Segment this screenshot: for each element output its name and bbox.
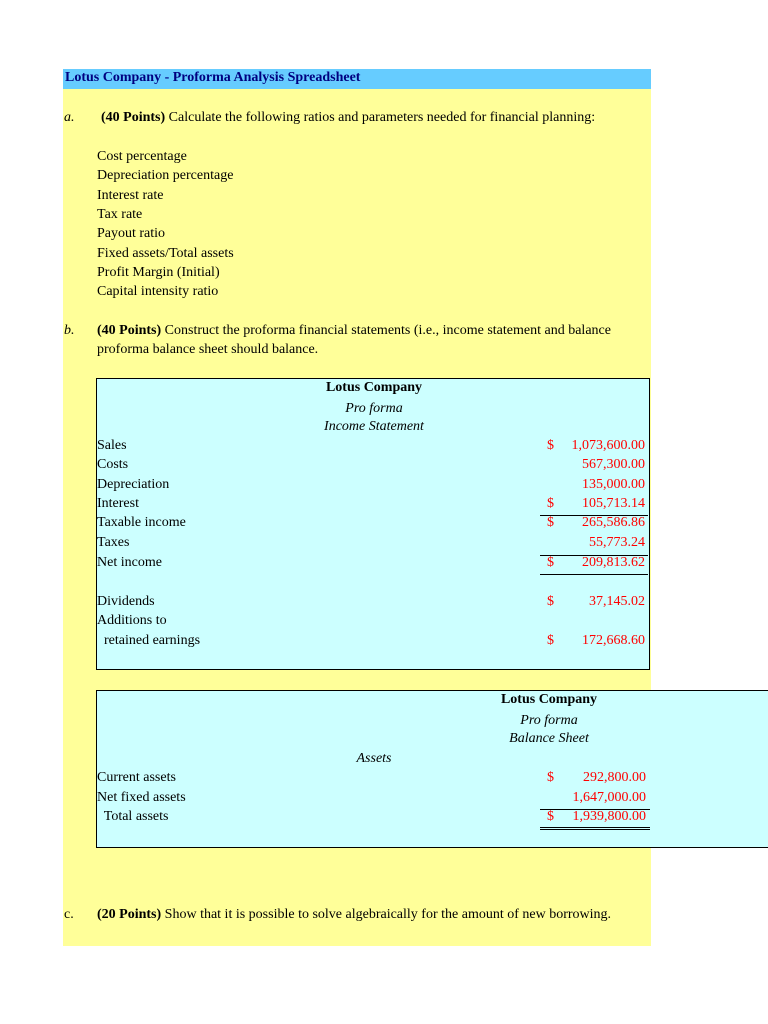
- income-row-label: Dividends: [97, 594, 155, 609]
- ratio-item: Fixed assets/Total assets: [97, 246, 234, 261]
- part-b-question: [97, 323, 651, 339]
- part-a-points: (40 Points): [101, 110, 166, 125]
- part-b-text: Construct the proforma financial statements (i.e., income statement and balance: [161, 323, 611, 338]
- income-row-dollar: $: [547, 515, 554, 530]
- income-row-value: 265,586.86: [582, 515, 645, 530]
- ratio-item: Capital intensity ratio: [97, 284, 219, 299]
- ratio-item: Tax rate: [97, 207, 143, 222]
- part-a-question: [101, 110, 595, 126]
- balance-row-label: Current assets: [97, 770, 176, 785]
- income-statement: [96, 378, 650, 670]
- balance-row-value: 1,647,000.00: [572, 790, 646, 805]
- income-row-label: Depreciation: [97, 477, 170, 492]
- income-row-label: Taxes: [97, 535, 130, 550]
- balance-row-dollar: $: [547, 809, 554, 824]
- income-row-label: Interest: [97, 496, 139, 511]
- assets-header: Assets: [356, 751, 392, 766]
- income-subtitle-proforma: Pro forma: [345, 401, 403, 416]
- part-c-letter: c.: [64, 907, 74, 922]
- income-row-dollar: $: [547, 633, 554, 648]
- income-row-label: Sales: [97, 438, 127, 453]
- balance-row-dollar: $: [547, 770, 554, 785]
- income-row-value: 105,713.14: [582, 496, 645, 511]
- income-row-label: retained earnings: [97, 633, 201, 648]
- part-a-text: Calculate the following ratios and parameters needed for financial planning:: [165, 110, 596, 125]
- ratio-item: Profit Margin (Initial): [97, 265, 220, 280]
- balance-row-value: 1,939,800.00: [572, 809, 646, 824]
- income-row-value: 135,000.00: [582, 477, 645, 492]
- page-title: Lotus Company - Proforma Analysis Spreadsheet: [65, 70, 361, 85]
- income-row-label: Net income: [97, 555, 162, 570]
- part-c-points: (20 Points): [97, 907, 162, 922]
- income-subtitle-statement: Income Statement: [324, 419, 424, 434]
- income-row-value: 37,145.02: [589, 594, 645, 609]
- part-a-letter: a.: [64, 110, 75, 125]
- ratio-item: Interest rate: [97, 188, 164, 203]
- income-row-value: 172,668.60: [582, 633, 645, 648]
- income-row-value: 209,813.62: [582, 555, 645, 570]
- balance-row-label: Net fixed assets: [97, 790, 186, 805]
- balance-row-value: 292,800.00: [583, 770, 646, 785]
- balance-row-label: Total assets: [97, 809, 169, 824]
- balance-subtitle-proforma: Pro forma: [520, 713, 578, 728]
- part-b-points: (40 Points): [97, 323, 162, 338]
- part-b-letter: b.: [64, 323, 75, 338]
- income-row-value: 55,773.24: [589, 535, 645, 550]
- balance-subtitle-sheet: Balance Sheet: [509, 731, 589, 746]
- income-row-dollar: $: [547, 555, 554, 570]
- balance-company-name: Lotus Company: [500, 692, 598, 707]
- income-row-dollar: $: [547, 496, 554, 511]
- income-row-label: Costs: [97, 457, 129, 472]
- income-row-dollar: $: [547, 438, 554, 453]
- title-bar: [63, 69, 651, 89]
- part-c-question: [97, 907, 611, 923]
- income-row-dollar: $: [547, 594, 554, 609]
- balance-sheet: [96, 690, 768, 848]
- ratio-item: Depreciation percentage: [97, 168, 234, 183]
- income-row-value: 1,073,600.00: [571, 438, 645, 453]
- income-row-label: Additions to: [97, 613, 167, 628]
- income-row-label: Taxable income: [97, 515, 186, 530]
- ratio-item: Cost percentage: [97, 149, 187, 164]
- part-b-text-line2: proforma balance sheet should balance.: [97, 342, 319, 357]
- part-c-text: Show that it is possible to solve algebraically for the amount of new borrowing.: [161, 907, 612, 922]
- income-row-value: 567,300.00: [582, 457, 645, 472]
- ratio-item: Payout ratio: [97, 226, 166, 241]
- income-company-name: Lotus Company: [325, 380, 423, 395]
